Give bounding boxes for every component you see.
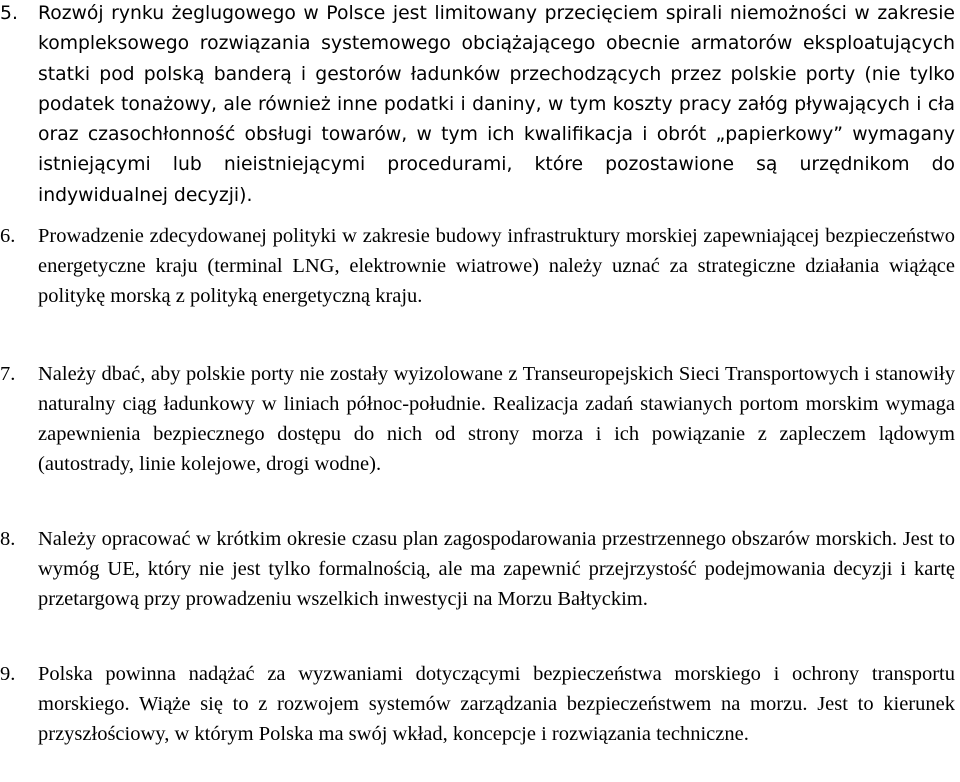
item-paragraph: Polska powinna nadążać za wyzwaniami dotyczącymi bezpieczeństwa morskiego i ochrony transportu morskiego. Wiąże się to z rozwojem systemów zarządzania bezpieczeństwem na morzu. Jest to kierunek przyszłościowy, w którym Polska ma swój wkład, koncepcje i rozwiązania techniczne. [38,663,955,745]
item-paragraph: Prowadzenie zdecydowanej polityki w zakresie budowy infrastruktury morskiej zapewniającej bezpieczeństwo energetyczne kraju (terminal LNG, elektrownie wiatrowe) należy uznać za strategiczne działania wiążące politykę morską z polityką energetyczną kraju. [38,225,955,307]
item-number: 6. [0,225,16,247]
item-number: 9. [0,663,16,685]
item-number: 8. [0,528,16,550]
item-paragraph: Rozwój rynku żeglugowego w Polsce jest limitowany przecięciem spirali niemożności w zakresie kompleksowego rozwiązania systemowego obciążającego obecnie armatorów eksploatujących statki pod polską banderą i gestorów ładunków przechodzących przez polskie porty (nie tylko podatek tonażowy, ale również inne podatki i daniny, w tym koszty pracy załóg pływających i cła oraz czasochłonność obsługi towarów, w tym ich kwalifikacja i obrót „papierkowy” wymagany istniejącymi lub nieistniejącymi procedurami, które pozostawione są urzędnikom do indywidualnej decyzji). [38,3,955,206]
item-number: 7. [0,363,16,385]
item-paragraph: Należy opracować w krótkim okresie czasu plan zagospodarowania przestrzennego obszarów morskich. Jest to wymóg UE, który nie jest tylko formalnością, ale ma zapewnić przejrzystość podejmowania decyzji i kartę przetargową przy prowadzeniu wszelkich inwestycji na Morzu Bałtyckim. [38,528,955,610]
item-paragraph: Należy dbać, aby polskie porty nie zostały wyizolowane z Transeuropejskich Sieci Transportowych i stanowiły naturalny ciąg ładunkowy w liniach północ-południe. Realizacja zadań stawianych portom morskim wymaga zapewnienia bezpiecznego dostępu do nich od strony morza i ich powiązanie z zapleczem lądowym (autostrady, linie kolejowe, drogi wodne). [38,363,955,475]
item-number: 5. [0,3,18,24]
